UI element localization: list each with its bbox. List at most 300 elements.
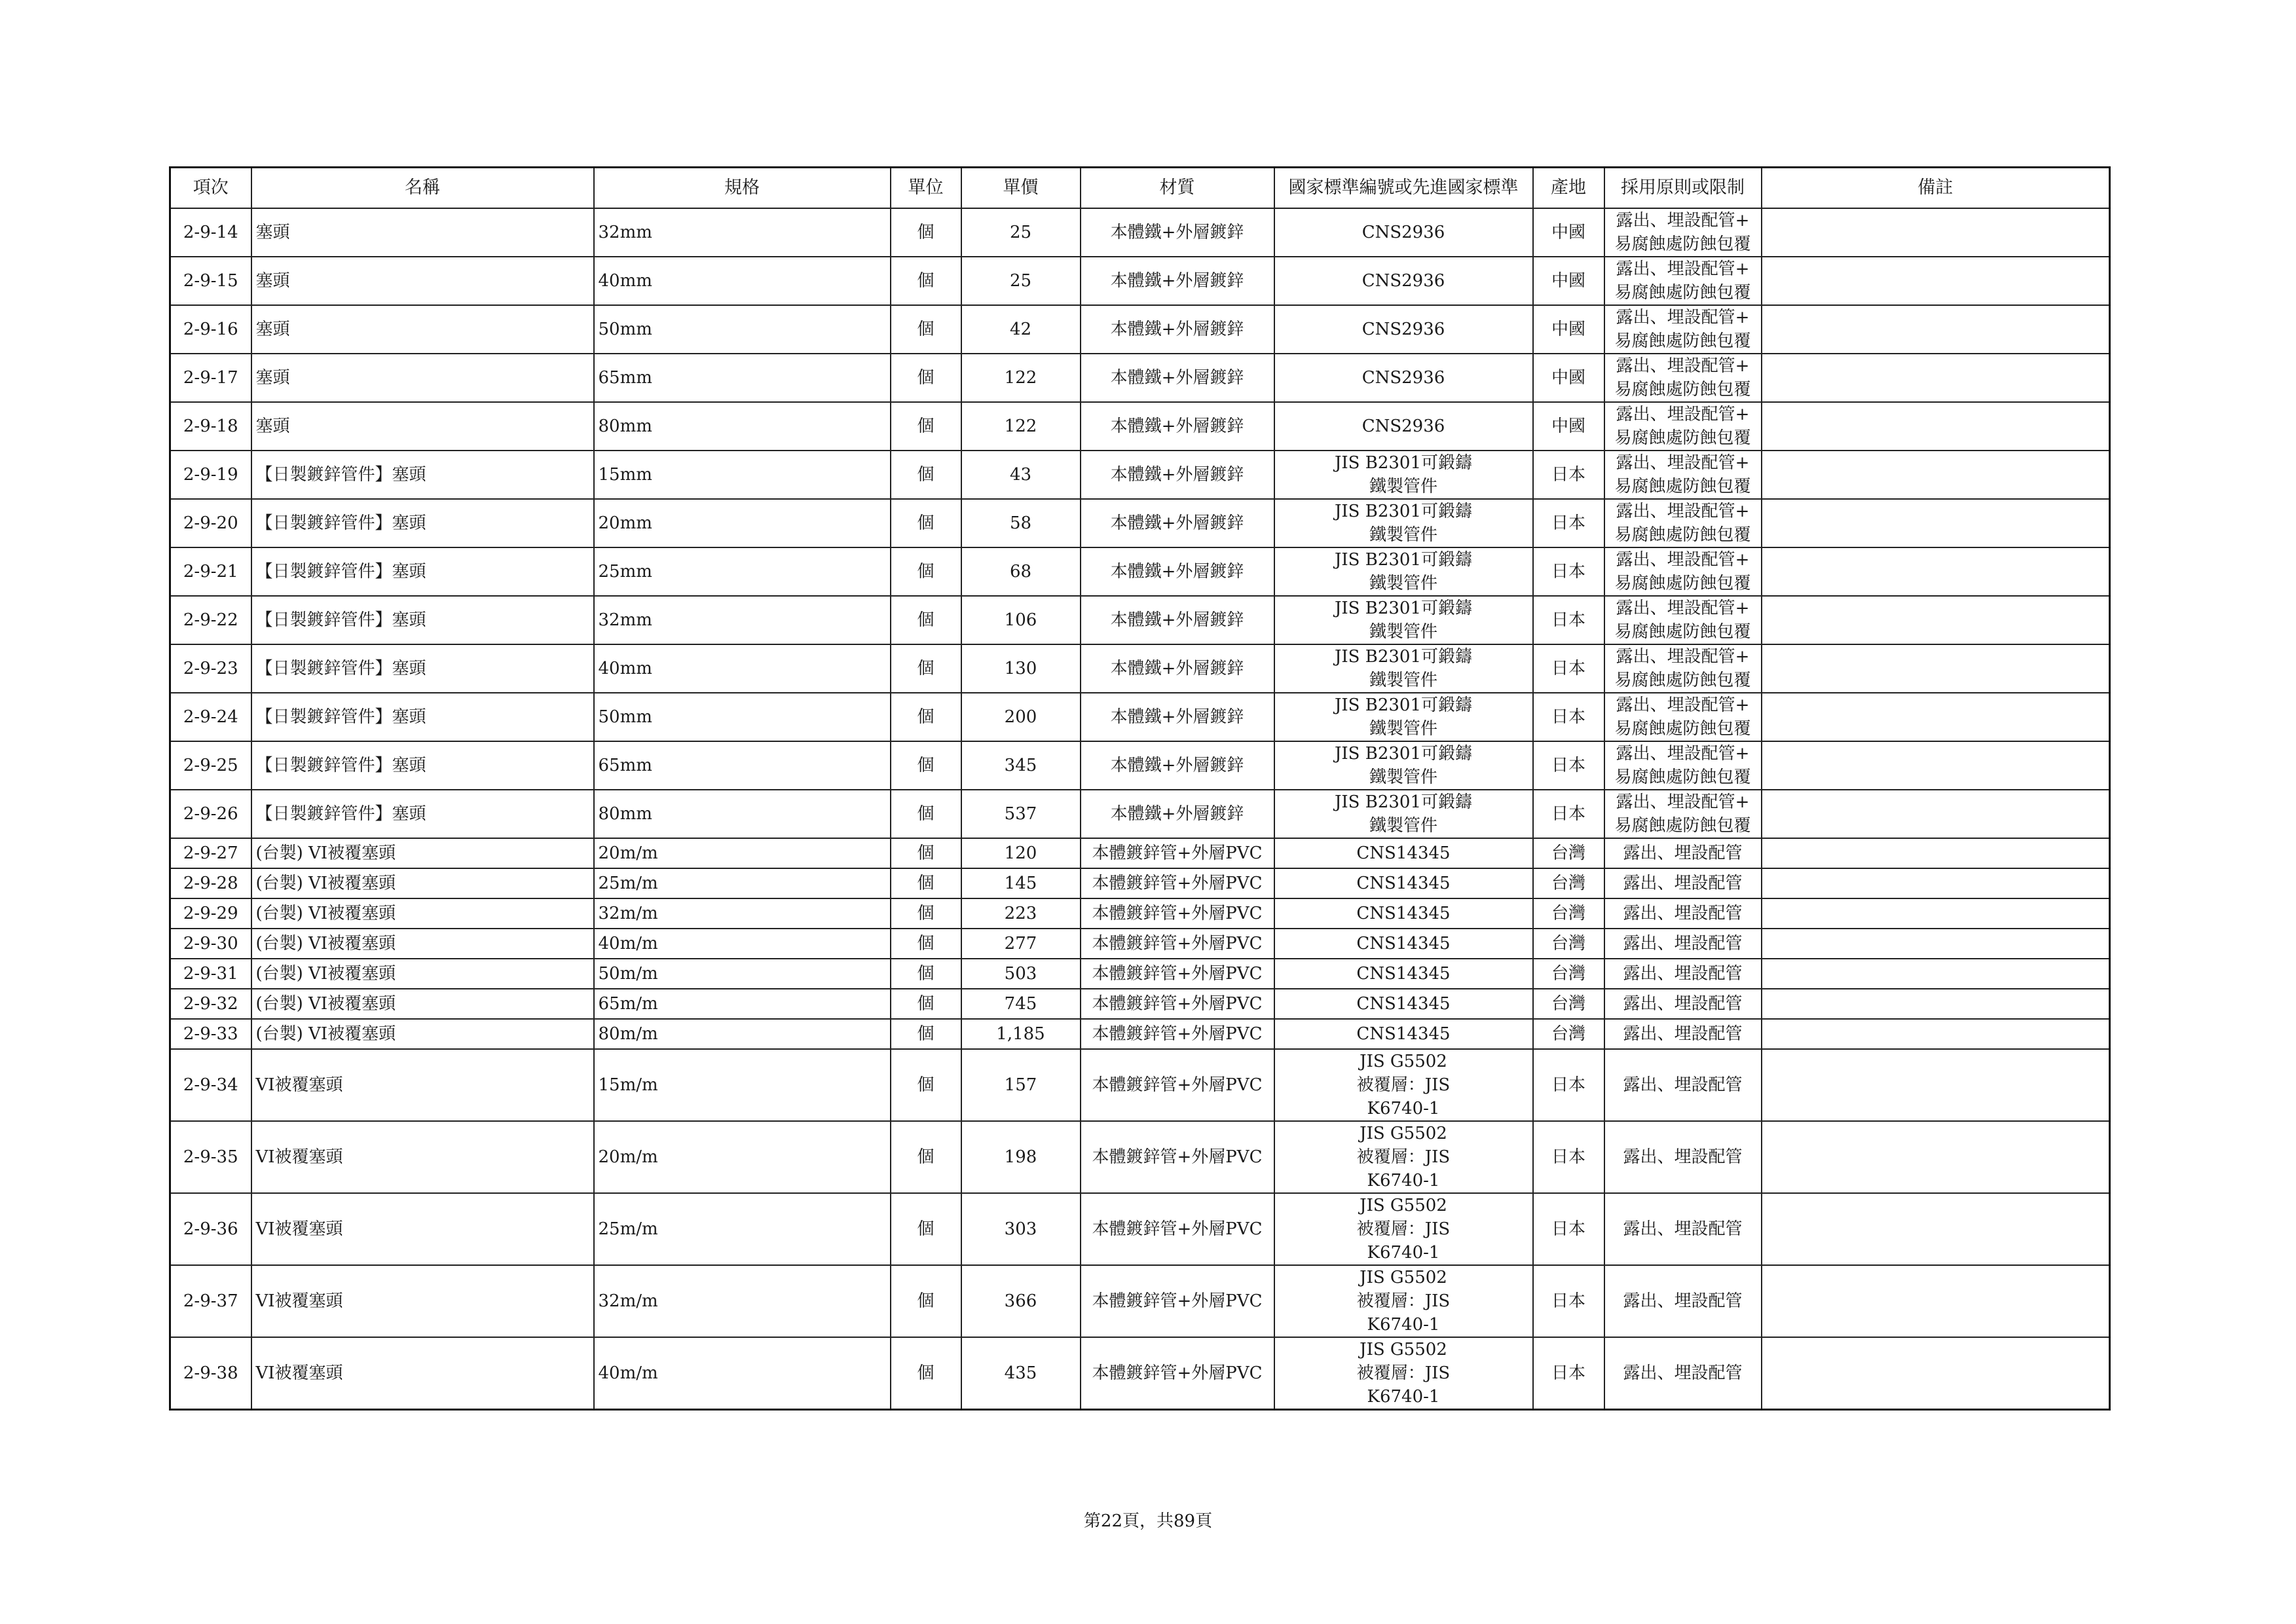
name-cell: 【日製鍍鋅管件】塞頭 xyxy=(251,596,594,644)
item-cell: 2-9-32 xyxy=(170,989,251,1019)
header-origin: 產地 xyxy=(1533,168,1604,209)
standard-cell xyxy=(1274,959,1533,989)
material-cell: 本體鍍鋅管+外層PVC xyxy=(1081,959,1274,989)
standard-cell-line: 鐵製管件 xyxy=(1369,622,1437,642)
unit-cell: 個 xyxy=(891,929,961,959)
note-cell xyxy=(1762,305,2110,354)
unit-cell: 個 xyxy=(891,868,961,898)
rule-cell-line: 露出、埋設配管+ xyxy=(1616,453,1750,473)
material-cell: 本體鐵+外層鍍鋅 xyxy=(1081,305,1274,354)
origin-cell: 日本 xyxy=(1533,1265,1604,1337)
standard-cell xyxy=(1274,989,1533,1019)
rule-cell xyxy=(1604,838,1762,868)
unit-cell: 個 xyxy=(891,1337,961,1410)
standard-cell xyxy=(1274,868,1533,898)
standard-cell-line: JIS B2301可鍛鑄 xyxy=(1334,792,1473,812)
rule-cell-line: 露出、埋設配管+ xyxy=(1616,502,1750,521)
rule-cell-line: 露出、埋設配管+ xyxy=(1616,647,1750,667)
material-cell: 本體鍍鋅管+外層PVC xyxy=(1081,1121,1274,1193)
item-cell: 2-9-22 xyxy=(170,596,251,644)
name-cell: (台製) VI被覆塞頭 xyxy=(251,898,594,929)
origin-cell: 日本 xyxy=(1533,596,1604,644)
origin-cell: 日本 xyxy=(1533,1049,1604,1121)
material-cell: 本體鐵+外層鍍鋅 xyxy=(1081,547,1274,596)
table-row xyxy=(170,644,2110,693)
rule-cell xyxy=(1604,305,1762,354)
unit-cell: 個 xyxy=(891,1049,961,1121)
item-cell: 2-9-36 xyxy=(170,1193,251,1265)
price-cell: 25 xyxy=(961,257,1081,305)
standard-cell-line: JIS B2301可鍛鑄 xyxy=(1334,502,1473,521)
unit-cell: 個 xyxy=(891,208,961,257)
rule-cell xyxy=(1604,989,1762,1019)
standard-cell xyxy=(1274,741,1533,790)
standard-cell-line: CNS14345 xyxy=(1356,874,1451,893)
rule-cell-line: 易腐蝕處防蝕包覆 xyxy=(1614,331,1751,351)
standard-cell-line: CNS14345 xyxy=(1356,904,1451,923)
table-row xyxy=(170,989,2110,1019)
unit-cell: 個 xyxy=(891,693,961,741)
origin-cell: 日本 xyxy=(1533,741,1604,790)
origin-cell: 台灣 xyxy=(1533,898,1604,929)
material-cell: 本體鍍鋅管+外層PVC xyxy=(1081,1337,1274,1410)
note-cell xyxy=(1762,208,2110,257)
price-cell: 277 xyxy=(961,929,1081,959)
unit-cell: 個 xyxy=(891,1265,961,1337)
standard-cell xyxy=(1274,451,1533,499)
item-cell: 2-9-27 xyxy=(170,838,251,868)
item-cell: 2-9-29 xyxy=(170,898,251,929)
price-cell: 145 xyxy=(961,868,1081,898)
note-cell xyxy=(1762,741,2110,790)
rule-cell xyxy=(1604,208,1762,257)
standard-cell-line: 鐵製管件 xyxy=(1369,719,1437,739)
standard-cell xyxy=(1274,790,1533,838)
rule-cell-line: 露出、埋設配管 xyxy=(1623,964,1743,984)
material-cell: 本體鍍鋅管+外層PVC xyxy=(1081,898,1274,929)
name-cell: VI被覆塞頭 xyxy=(251,1121,594,1193)
standard-cell xyxy=(1274,1337,1533,1410)
material-cell: 本體鐵+外層鍍鋅 xyxy=(1081,208,1274,257)
table-row xyxy=(170,693,2110,741)
price-cell: 120 xyxy=(961,838,1081,868)
standard-cell xyxy=(1274,547,1533,596)
name-cell: VI被覆塞頭 xyxy=(251,1265,594,1337)
spec-cell: 32m/m xyxy=(594,1265,891,1337)
standard-cell-line: JIS B2301可鍛鑄 xyxy=(1334,647,1473,667)
origin-cell: 日本 xyxy=(1533,1193,1604,1265)
item-cell: 2-9-15 xyxy=(170,257,251,305)
item-cell: 2-9-16 xyxy=(170,305,251,354)
price-cell: 200 xyxy=(961,693,1081,741)
rule-cell xyxy=(1604,596,1762,644)
item-cell: 2-9-28 xyxy=(170,868,251,898)
name-cell: (台製) VI被覆塞頭 xyxy=(251,838,594,868)
rule-cell-line: 露出、埋設配管 xyxy=(1623,1075,1743,1095)
material-cell: 本體鐵+外層鍍鋅 xyxy=(1081,257,1274,305)
price-cell: 106 xyxy=(961,596,1081,644)
unit-cell: 個 xyxy=(891,596,961,644)
note-cell xyxy=(1762,596,2110,644)
rule-cell xyxy=(1604,451,1762,499)
origin-cell: 中國 xyxy=(1533,208,1604,257)
standard-cell-line: 鐵製管件 xyxy=(1369,816,1437,836)
rule-cell-line: 露出、埋設配管+ xyxy=(1616,356,1750,376)
standard-cell xyxy=(1274,1265,1533,1337)
spec-cell: 15m/m xyxy=(594,1049,891,1121)
material-cell: 本體鍍鋅管+外層PVC xyxy=(1081,1193,1274,1265)
price-cell: 345 xyxy=(961,741,1081,790)
standard-cell xyxy=(1274,693,1533,741)
table-row xyxy=(170,451,2110,499)
rule-cell-line: 露出、埋設配管+ xyxy=(1616,259,1750,279)
table-body xyxy=(170,208,2110,1410)
rule-cell-line: 露出、埋設配管 xyxy=(1623,1363,1743,1383)
price-cell: 537 xyxy=(961,790,1081,838)
material-cell: 本體鐵+外層鍍鋅 xyxy=(1081,790,1274,838)
unit-cell: 個 xyxy=(891,898,961,929)
note-cell xyxy=(1762,257,2110,305)
note-cell xyxy=(1762,929,2110,959)
material-cell: 本體鍍鋅管+外層PVC xyxy=(1081,838,1274,868)
origin-cell: 台灣 xyxy=(1533,868,1604,898)
standard-cell-line: CNS14345 xyxy=(1356,934,1451,953)
header-rule: 採用原則或限制 xyxy=(1604,168,1762,209)
unit-cell: 個 xyxy=(891,547,961,596)
rule-cell-line: 露出、埋設配管+ xyxy=(1616,308,1750,327)
standard-cell-line: CNS14345 xyxy=(1356,843,1451,863)
note-cell xyxy=(1762,499,2110,547)
note-cell xyxy=(1762,959,2110,989)
table-row xyxy=(170,1265,2110,1337)
item-cell: 2-9-24 xyxy=(170,693,251,741)
unit-cell: 個 xyxy=(891,1121,961,1193)
header-row xyxy=(170,168,2110,209)
material-cell: 本體鐵+外層鍍鋅 xyxy=(1081,596,1274,644)
material-cell: 本體鐵+外層鍍鋅 xyxy=(1081,741,1274,790)
rule-cell xyxy=(1604,354,1762,402)
note-cell xyxy=(1762,547,2110,596)
origin-cell: 日本 xyxy=(1533,1337,1604,1410)
header-price: 單價 xyxy=(961,168,1081,209)
spec-cell: 50m/m xyxy=(594,959,891,989)
name-cell: 【日製鍍鋅管件】塞頭 xyxy=(251,499,594,547)
material-cell: 本體鍍鋅管+外層PVC xyxy=(1081,989,1274,1019)
item-cell: 2-9-21 xyxy=(170,547,251,596)
rule-cell-line: 易腐蝕處防蝕包覆 xyxy=(1614,283,1751,303)
origin-cell: 中國 xyxy=(1533,305,1604,354)
item-cell: 2-9-14 xyxy=(170,208,251,257)
standard-cell xyxy=(1274,208,1533,257)
origin-cell: 台灣 xyxy=(1533,929,1604,959)
rule-cell-line: 露出、埋設配管 xyxy=(1623,1147,1743,1167)
rule-cell-line: 易腐蝕處防蝕包覆 xyxy=(1614,816,1751,836)
unit-cell: 個 xyxy=(891,305,961,354)
spec-cell: 15mm xyxy=(594,451,891,499)
origin-cell: 日本 xyxy=(1533,499,1604,547)
item-cell: 2-9-19 xyxy=(170,451,251,499)
unit-cell: 個 xyxy=(891,790,961,838)
name-cell: 塞頭 xyxy=(251,402,594,451)
standard-cell-line: CNS14345 xyxy=(1356,1024,1451,1044)
rule-cell-line: 露出、埋設配管 xyxy=(1623,1219,1743,1239)
rule-cell-line: 易腐蝕處防蝕包覆 xyxy=(1614,234,1751,254)
standard-cell xyxy=(1274,1193,1533,1265)
name-cell: 塞頭 xyxy=(251,257,594,305)
spec-cell: 40mm xyxy=(594,257,891,305)
header-item: 項次 xyxy=(170,168,251,209)
rule-cell xyxy=(1604,741,1762,790)
price-cell: 366 xyxy=(961,1265,1081,1337)
spec-cell: 32mm xyxy=(594,208,891,257)
rule-cell xyxy=(1604,547,1762,596)
rule-cell-line: 露出、埋設配管+ xyxy=(1616,744,1750,764)
spec-cell: 20m/m xyxy=(594,1121,891,1193)
standard-cell-line: 鐵製管件 xyxy=(1369,671,1437,690)
price-cell: 122 xyxy=(961,354,1081,402)
origin-cell: 台灣 xyxy=(1533,959,1604,989)
rule-cell-line: 露出、埋設配管+ xyxy=(1616,599,1750,618)
name-cell: VI被覆塞頭 xyxy=(251,1337,594,1410)
standard-cell-line: 鐵製管件 xyxy=(1369,477,1437,496)
table-row xyxy=(170,402,2110,451)
item-cell: 2-9-23 xyxy=(170,644,251,693)
spec-cell: 20mm xyxy=(594,499,891,547)
unit-cell: 個 xyxy=(891,989,961,1019)
standard-cell xyxy=(1274,838,1533,868)
item-cell: 2-9-26 xyxy=(170,790,251,838)
material-cell: 本體鐵+外層鍍鋅 xyxy=(1081,499,1274,547)
item-cell: 2-9-34 xyxy=(170,1049,251,1121)
table-row xyxy=(170,959,2110,989)
unit-cell: 個 xyxy=(891,402,961,451)
spec-cell: 25m/m xyxy=(594,868,891,898)
standard-cell-line: JIS G5502 xyxy=(1360,1196,1447,1215)
rule-cell-line: 露出、埋設配管+ xyxy=(1616,695,1750,715)
material-cell: 本體鐵+外層鍍鋅 xyxy=(1081,693,1274,741)
standard-cell-line: 鐵製管件 xyxy=(1369,767,1437,787)
standard-cell-line: CNS2936 xyxy=(1361,223,1445,242)
price-table-container xyxy=(169,166,2109,1411)
spec-cell: 80mm xyxy=(594,790,891,838)
note-cell xyxy=(1762,1265,2110,1337)
table-row xyxy=(170,1121,2110,1193)
origin-cell: 日本 xyxy=(1533,1121,1604,1193)
spec-cell: 25m/m xyxy=(594,1193,891,1265)
name-cell: (台製) VI被覆塞頭 xyxy=(251,989,594,1019)
note-cell xyxy=(1762,790,2110,838)
spec-cell: 40mm xyxy=(594,644,891,693)
standard-cell xyxy=(1274,257,1533,305)
standard-cell-line: CNS2936 xyxy=(1361,271,1445,291)
standard-cell-line: 被覆層：JIS xyxy=(1356,1147,1451,1167)
spec-cell: 25mm xyxy=(594,547,891,596)
standard-cell-line: 被覆層：JIS xyxy=(1356,1291,1451,1311)
name-cell: 塞頭 xyxy=(251,305,594,354)
price-cell: 157 xyxy=(961,1049,1081,1121)
unit-cell: 個 xyxy=(891,741,961,790)
standard-cell xyxy=(1274,596,1533,644)
rule-cell xyxy=(1604,790,1762,838)
rule-cell xyxy=(1604,1121,1762,1193)
standard-cell-line: 被覆層：JIS xyxy=(1356,1219,1451,1239)
name-cell: 【日製鍍鋅管件】塞頭 xyxy=(251,547,594,596)
table-row xyxy=(170,929,2110,959)
price-cell: 745 xyxy=(961,989,1081,1019)
name-cell: 塞頭 xyxy=(251,354,594,402)
unit-cell: 個 xyxy=(891,257,961,305)
origin-cell: 日本 xyxy=(1533,547,1604,596)
note-cell xyxy=(1762,1049,2110,1121)
standard-cell-line: JIS G5502 xyxy=(1360,1124,1447,1143)
table-row xyxy=(170,1019,2110,1049)
standard-cell-line: CNS14345 xyxy=(1356,964,1451,984)
standard-cell xyxy=(1274,305,1533,354)
rule-cell xyxy=(1604,693,1762,741)
note-cell xyxy=(1762,1193,2110,1265)
name-cell: 【日製鍍鋅管件】塞頭 xyxy=(251,644,594,693)
name-cell: (台製) VI被覆塞頭 xyxy=(251,959,594,989)
table-row xyxy=(170,499,2110,547)
spec-cell: 50mm xyxy=(594,305,891,354)
price-cell: 198 xyxy=(961,1121,1081,1193)
material-cell: 本體鍍鋅管+外層PVC xyxy=(1081,1049,1274,1121)
note-cell xyxy=(1762,1121,2110,1193)
price-cell: 42 xyxy=(961,305,1081,354)
item-cell: 2-9-38 xyxy=(170,1337,251,1410)
note-cell xyxy=(1762,838,2110,868)
name-cell: VI被覆塞頭 xyxy=(251,1193,594,1265)
name-cell: (台製) VI被覆塞頭 xyxy=(251,1019,594,1049)
standard-cell-line: 鐵製管件 xyxy=(1369,574,1437,593)
standard-cell-line: CNS2936 xyxy=(1361,416,1445,436)
material-cell: 本體鍍鋅管+外層PVC xyxy=(1081,1265,1274,1337)
origin-cell: 日本 xyxy=(1533,790,1604,838)
item-cell: 2-9-30 xyxy=(170,929,251,959)
rule-cell xyxy=(1604,898,1762,929)
spec-cell: 40m/m xyxy=(594,929,891,959)
rule-cell-line: 露出、埋設配管+ xyxy=(1616,792,1750,812)
table-row xyxy=(170,1193,2110,1265)
spec-cell: 65mm xyxy=(594,741,891,790)
material-cell: 本體鐵+外層鍍鋅 xyxy=(1081,451,1274,499)
header-spec: 規格 xyxy=(594,168,891,209)
price-cell: 303 xyxy=(961,1193,1081,1265)
rule-cell-line: 露出、埋設配管 xyxy=(1623,1024,1743,1044)
standard-cell-line: 被覆層：JIS xyxy=(1356,1075,1451,1095)
price-cell: 130 xyxy=(961,644,1081,693)
rule-cell xyxy=(1604,1049,1762,1121)
standard-cell-line: CNS14345 xyxy=(1356,994,1451,1014)
standard-cell-line: JIS B2301可鍛鑄 xyxy=(1334,695,1473,715)
unit-cell: 個 xyxy=(891,644,961,693)
rule-cell-line: 易腐蝕處防蝕包覆 xyxy=(1614,380,1751,399)
rule-cell-line: 露出、埋設配管 xyxy=(1623,874,1743,893)
unit-cell: 個 xyxy=(891,451,961,499)
unit-cell: 個 xyxy=(891,959,961,989)
table-row xyxy=(170,1337,2110,1410)
table-row xyxy=(170,741,2110,790)
header-unit: 單位 xyxy=(891,168,961,209)
standard-cell-line: K6740-1 xyxy=(1367,1243,1440,1263)
item-cell: 2-9-37 xyxy=(170,1265,251,1337)
unit-cell: 個 xyxy=(891,838,961,868)
header-name: 名稱 xyxy=(251,168,594,209)
unit-cell: 個 xyxy=(891,354,961,402)
item-cell: 2-9-31 xyxy=(170,959,251,989)
origin-cell: 日本 xyxy=(1533,644,1604,693)
standard-cell-line: K6740-1 xyxy=(1367,1387,1440,1407)
table-row xyxy=(170,257,2110,305)
rule-cell-line: 露出、埋設配管+ xyxy=(1616,550,1750,570)
rule-cell-line: 露出、埋設配管 xyxy=(1623,843,1743,863)
rule-cell-line: 易腐蝕處防蝕包覆 xyxy=(1614,477,1751,496)
name-cell: (台製) VI被覆塞頭 xyxy=(251,868,594,898)
table-row xyxy=(170,305,2110,354)
name-cell: 【日製鍍鋅管件】塞頭 xyxy=(251,790,594,838)
item-cell: 2-9-20 xyxy=(170,499,251,547)
spec-cell: 65mm xyxy=(594,354,891,402)
spec-cell: 40m/m xyxy=(594,1337,891,1410)
origin-cell: 中國 xyxy=(1533,354,1604,402)
name-cell: 【日製鍍鋅管件】塞頭 xyxy=(251,693,594,741)
spec-cell: 50mm xyxy=(594,693,891,741)
standard-cell xyxy=(1274,1049,1533,1121)
rule-cell-line: 易腐蝕處防蝕包覆 xyxy=(1614,767,1751,787)
header-standard: 國家標準編號或先進國家標準 xyxy=(1274,168,1533,209)
table-row xyxy=(170,868,2110,898)
table-row xyxy=(170,838,2110,868)
page-number: 第22頁，共89頁 xyxy=(1083,1511,1213,1531)
rule-cell-line: 露出、埋設配管 xyxy=(1623,934,1743,953)
price-cell: 1,185 xyxy=(961,1019,1081,1049)
note-cell xyxy=(1762,693,2110,741)
standard-cell-line: JIS B2301可鍛鑄 xyxy=(1334,599,1473,618)
table-row xyxy=(170,790,2110,838)
item-cell: 2-9-25 xyxy=(170,741,251,790)
standard-cell xyxy=(1274,499,1533,547)
rule-cell xyxy=(1604,868,1762,898)
rule-cell-line: 易腐蝕處防蝕包覆 xyxy=(1614,574,1751,593)
item-cell: 2-9-35 xyxy=(170,1121,251,1193)
note-cell xyxy=(1762,868,2110,898)
rule-cell-line: 易腐蝕處防蝕包覆 xyxy=(1614,428,1751,448)
name-cell: 【日製鍍鋅管件】塞頭 xyxy=(251,741,594,790)
note-cell xyxy=(1762,898,2110,929)
material-cell: 本體鍍鋅管+外層PVC xyxy=(1081,929,1274,959)
standard-cell xyxy=(1274,1121,1533,1193)
origin-cell: 日本 xyxy=(1533,693,1604,741)
note-cell xyxy=(1762,402,2110,451)
rule-cell-line: 露出、埋設配管 xyxy=(1623,904,1743,923)
note-cell xyxy=(1762,644,2110,693)
spec-cell: 80mm xyxy=(594,402,891,451)
note-cell xyxy=(1762,1337,2110,1410)
origin-cell: 台灣 xyxy=(1533,1019,1604,1049)
rule-cell-line: 易腐蝕處防蝕包覆 xyxy=(1614,622,1751,642)
price-cell: 223 xyxy=(961,898,1081,929)
unit-cell: 個 xyxy=(891,1193,961,1265)
standard-cell-line: 被覆層：JIS xyxy=(1356,1363,1451,1383)
rule-cell xyxy=(1604,402,1762,451)
spec-cell: 80m/m xyxy=(594,1019,891,1049)
standard-cell xyxy=(1274,644,1533,693)
unit-cell: 個 xyxy=(891,499,961,547)
price-cell: 122 xyxy=(961,402,1081,451)
rule-cell-line: 易腐蝕處防蝕包覆 xyxy=(1614,719,1751,739)
standard-cell-line: JIS B2301可鍛鑄 xyxy=(1334,453,1473,473)
note-cell xyxy=(1762,1019,2110,1049)
